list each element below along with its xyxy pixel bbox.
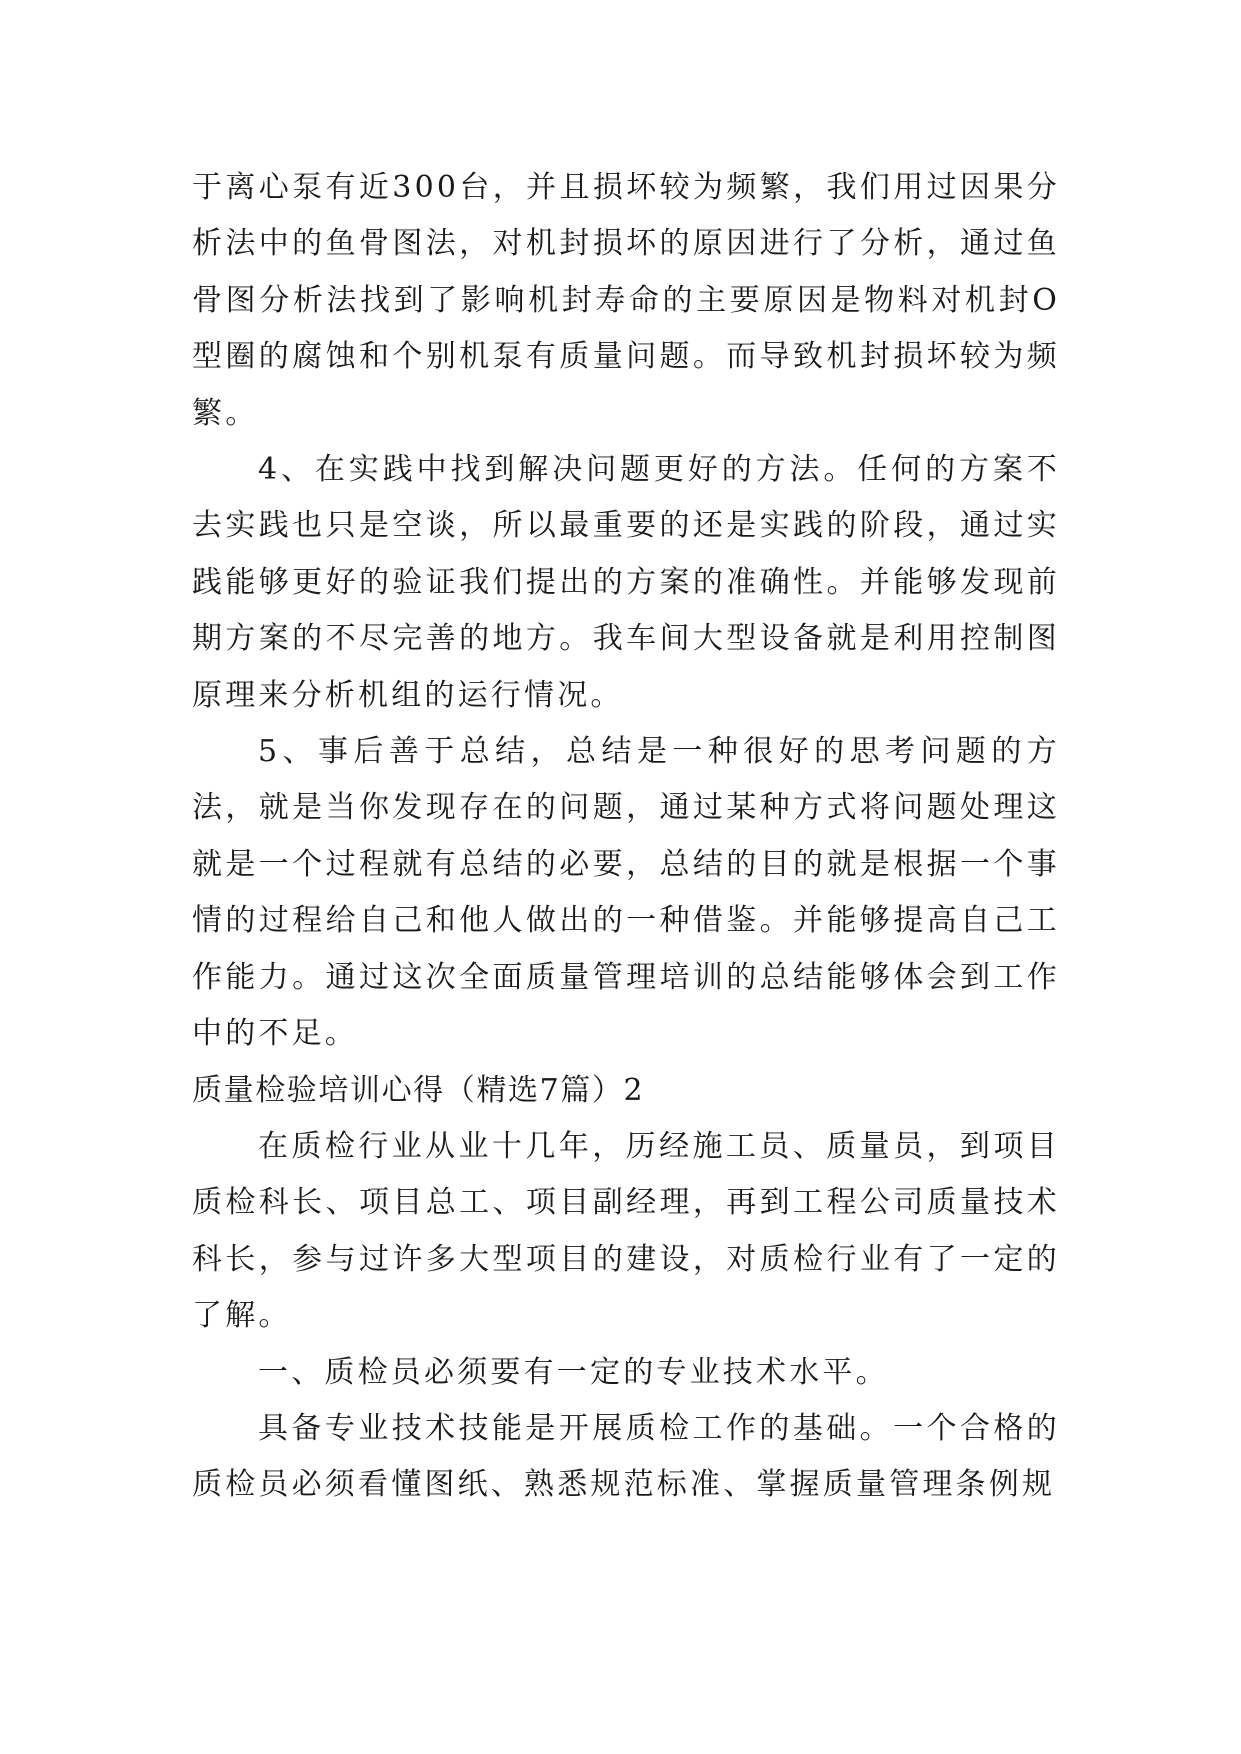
body-paragraph: 在质检行业从业十几年，历经施工员、质量员，到项目质检科长、项目总工、项目副经理，再到工程公司质量技术科长，参与过许多大型项目的建设，对质检行业有了一定的了解。 bbox=[192, 1128, 1060, 1334]
body-paragraph: 5、事后善于总结，总结是一种很好的思考问题的方法，就是当你发现存在的问题，通过某种方式将问题处理这就是一个过程就有总结的必要，总结的目的就是根据一个事情的过程给自己和他人做出的一种借鉴。并能够提高自己工作能力。通过这次全面质量管理培训的总结能够体会到工作中的不足。 bbox=[192, 734, 1060, 1052]
body-paragraph: 具备专业技术技能是开展质检工作的基础。一个合格的质检员必须看懂图纸、熟悉规范标准、掌握质量管理条例规 bbox=[192, 1410, 1060, 1503]
document-page bbox=[192, 160, 1060, 1514]
body-paragraph: 一、质检员必须要有一定的专业技术水平。 bbox=[258, 1354, 889, 1390]
body-paragraph: 4、在实践中找到解决问题更好的方法。任何的方案不去实践也只是空谈，所以最重要的还是实践的阶段，通过实践能够更好的验证我们提出的方案的准确性。并能够发现前期方案的不尽完善的地方。我车间大型设备就是利用控制图原理来分析机组的运行情况。 bbox=[192, 452, 1060, 713]
body-paragraph: 于离心泵有近300台，并且损坏较为频繁，我们用过因果分析法中的鱼骨图法，对机封损坏的原因进行了分析，通过鱼骨图分析法找到了影响机封寿命的主要原因是物料对机封O型圈的腐蚀和个别机泵有质量问题。而导致机封损坏较为频繁。 bbox=[192, 170, 1060, 431]
section-title: 质量检验培训心得（精选7篇）2 bbox=[192, 1072, 645, 1108]
